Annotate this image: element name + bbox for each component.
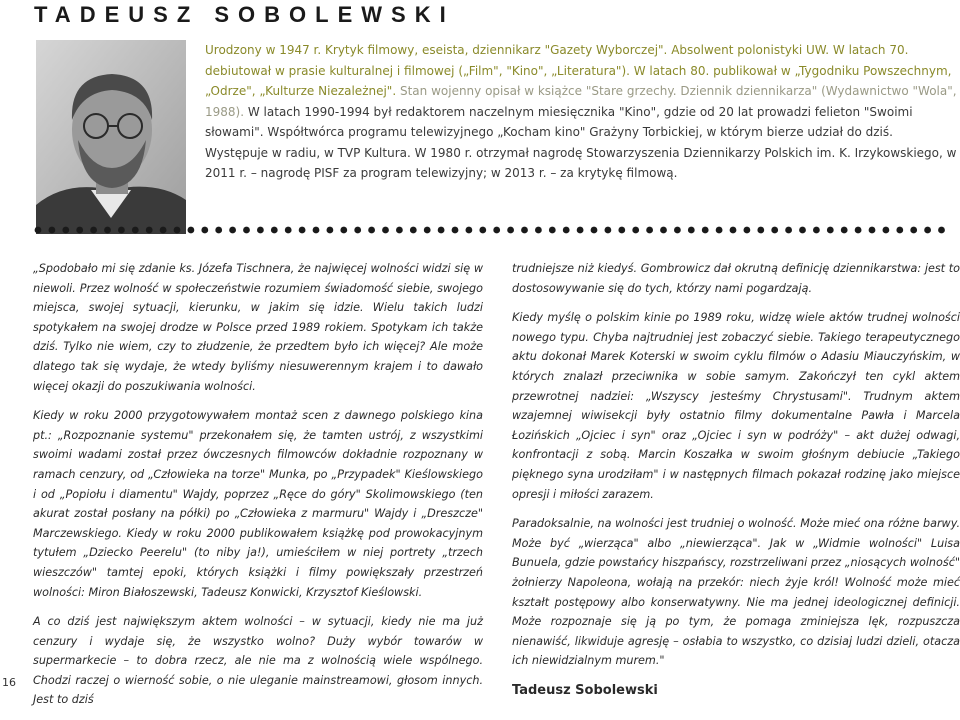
divider-dot (160, 227, 167, 234)
divider-dot (76, 227, 83, 234)
page-number: 16 (2, 676, 16, 689)
divider-dot (924, 227, 931, 234)
divider-dot (869, 227, 876, 234)
divider-dot (271, 227, 278, 234)
divider-dot (605, 227, 612, 234)
divider-dot (744, 227, 751, 234)
divider-dot (716, 227, 723, 234)
divider-dot (438, 227, 445, 234)
divider-dot (883, 227, 890, 234)
divider-dot (799, 227, 806, 234)
divider-dot (549, 227, 556, 234)
divider-dot (757, 227, 764, 234)
divider-dot (910, 227, 917, 234)
divider-dot (618, 227, 625, 234)
divider-dot (507, 227, 514, 234)
divider-dot (118, 227, 125, 234)
divider-dot (257, 227, 264, 234)
divider-dot (104, 227, 111, 234)
divider-dot (452, 227, 459, 234)
article-paragraph: Paradoksalnie, na wolności jest trudniej o wolność. Może mieć ona różne barwy. Może być „wierząca" albo „niewierząca". Jak w „Widmie wolności" Luisa Bunuela, gdzie powstańcy hiszpańscy, rozstrzeliwani przez „niosących wolność" żołnierzy Napoleona, wołają na przekór: niech żyje król! Wolność może mieć kształt postępowy albo konserwatywny. Nie ma jednej ideologicznej definicji. Może rozpoznaje się ją po tym, że pomaga zminiejsza lęk, rozpuszcza nienawiść, likwiduje agresję – osłabia to wszystko, co dzisiaj ludzi dzieli, otacza ich niewidzialnym murem." (512, 517, 960, 668)
divider-dot (688, 227, 695, 234)
page-title: TADEUSZ SOBOLEWSKI (34, 2, 455, 27)
article-column-right (512, 259, 960, 700)
divider-dot (201, 227, 208, 234)
divider-dot (410, 227, 417, 234)
divider-dot (855, 227, 862, 234)
divider-dot (146, 227, 153, 234)
divider-dot (229, 227, 236, 234)
article-paragraph: A co dziś jest największym aktem wolności – w sytuacji, kiedy nie ma już cenzury i wydaje się, że wszystko wolno? Duży wybór towarów w supermarkecie – to dobra rzecz, ale nie ma z wolnością wiele wspólnego. Chodzi raczej o wierność sobie, o nie uleganie mainstreamowi, głosom innych. Jest to dziś (33, 615, 483, 707)
divider-dot (368, 227, 375, 234)
divider-dot (841, 227, 848, 234)
divider-dot (327, 227, 334, 234)
divider-dot (827, 227, 834, 234)
divider-dot (632, 227, 639, 234)
divider-dot (535, 227, 542, 234)
divider-dot (174, 227, 181, 234)
divider-dot (563, 227, 570, 234)
divider-dot (896, 227, 903, 234)
divider-dot (646, 227, 653, 234)
divider-dot (382, 227, 389, 234)
bio-part-3: W latach 1990-1994 był redaktorem naczelnym miesięcznika "Kino", gdzie od 20 lat prowadzi felieton "Swoimi słowami". Współtwórca programu telewizyjnego „Kocham kino" Grażyny Torbickiej, w którym bierze udział do dziś. Występuje w radiu, w TVP Kultura. W 1980 r. otrzymał nagrodę Stowarzyszenia Dziennikarzy Polskich im. K. Irzykowskiego, w 2011 r. – nagrodę PISF za program telewizyjny; w 2013 r. – za krytykę filmową. (205, 104, 957, 180)
article-paragraph: Kiedy w roku 2000 przygotowywałem montaż scen z dawnego polskiego kina pt.: „Rozpoznanie systemu" przekonałem się, że tamten ustrój, z wszystkimi swoimi wadami został przez ówczesnych filmowców dokładnie rozpoznany w ramach cenzury, od „Człowieka na torze" Munka, po „Przypadek" Kieślowskiego i od „Popiołu i diamentu" Wajdy, poprzez „Ręce do góry" Skolimowskiego (ten akurat został posłany na półki) po „Człowieka z marmuru" Wajdy i „Dreszcze" Marczewskiego. Kiedy w roku 2000 publikowałem książkę pod prowokacyjnym tytułem „Dziecko Peerelu" (to niby ja!), umieściłem w niej portrety „trzech wieszczów" tamtej epoki, których książki i filmy powiększały przestrzeń wolności: Miron Białoszewski, Tadeusz Konwicki, Krzysztof Kieślowski. (33, 409, 483, 599)
divider-dot (660, 227, 667, 234)
divider-dot (285, 227, 292, 234)
divider-dot (785, 227, 792, 234)
divider-dot (674, 227, 681, 234)
divider-dot (188, 227, 195, 234)
divider-dot (396, 227, 403, 234)
divider-dot (424, 227, 431, 234)
divider-dot (730, 227, 737, 234)
article-paragraph: trudniejsze niż kiedyś. Gombrowicz dał okrutną definicję dziennikarstwa: jest to dostosowywanie się do tych, którzy nami pogardzają. (512, 262, 960, 295)
divider-dot (299, 227, 306, 234)
divider-dot (132, 227, 139, 234)
divider-dot (354, 227, 361, 234)
divider-dot (577, 227, 584, 234)
divider-dot (243, 227, 250, 234)
divider-dot (521, 227, 528, 234)
divider-dot (49, 227, 56, 234)
divider-dot (938, 227, 945, 234)
divider-dot (62, 227, 69, 234)
divider-dot (493, 227, 500, 234)
article-paragraph: „Spodobało mi się zdanie ks. Józefa Tischnera, że najwięcej wolności widzi się w niewoli. Przez wolność w społeczeństwie rozumiem świadomość siebie, swojego miejsca, swojej sytuacji, kierunku, w jakim się idzie. Wielu takich ludzi spotykałem na swojej drodze w Polsce przed 1989 rokiem. Spotykam ich także dziś. Tylko nie wiem, czy to złudzenie, że przedtem było ich więcej? Ale może dlatego tak się wydaje, że wtedy byliśmy niesuwerennym krajem i to dawało więcej okazji do poszukiwania wolności. (33, 262, 483, 393)
divider-dot (813, 227, 820, 234)
portrait-image (36, 40, 186, 234)
divider-dot (313, 227, 320, 234)
divider-dot (35, 227, 42, 234)
bio-part-1: Urodzony w 1947 r. Krytyk filmowy, eseista, dziennikarz "Gazety Wyborczej". Absolwent polonistyki UW. W latach 70. debiutował w prasie kulturalnej i filmowej („Film", "Kino", „Literatura"). W latach 80. publikował w „Tygodniku Powszechnym, „Odrze", „Kulturze Niezależnej". (205, 43, 952, 98)
article-column-left (33, 259, 483, 720)
author-portrait (36, 40, 186, 234)
divider-dot (90, 227, 97, 234)
article-paragraph: Kiedy myślę o polskim kinie po 1989 roku, widzę wiele aktów trudnej wolności nowego typu. Chyba najtrudniej jest zobaczyć siebie. Takiego terapeutycznego aktu dokonał Marek Koterski w swoim cyklu filmów o Adasiu Miauczyńskim, w których znalazł przeciwnika w sobie samym. Zakończył ten cykl aktem przewrotnej nadziei: „Wszyscy jesteśmy Chrystusami". Trudnym aktem wzajemnej wiwisekcji były ostatnio filmy dokumentalne Pawła i Marcela Łozińskich „Ojciec i syn" oraz „Ojciec i syn w podróży" – akt dużej odwagi, konfrontacji z sobą. Marcin Koszałka w swoim głośnym debiucie „Takiego pięknego syna urodziłam" i w następnych filmach pokazał rodzinę jako miejsce opresji i miłości zarazem. (512, 311, 960, 501)
divider-dot (771, 227, 778, 234)
dotted-divider (34, 226, 952, 234)
bio-part-2: Stan wojenny opisał w książce "Stare grzechy. Dziennik dziennikarza" (Wydawnictwo "Wola", 1988). (205, 84, 957, 119)
divider-dot (702, 227, 709, 234)
divider-dot (215, 227, 222, 234)
article-signature: Tadeusz Sobolewski (512, 682, 658, 698)
author-bio (205, 40, 957, 184)
divider-dot (340, 227, 347, 234)
divider-dot (466, 227, 473, 234)
divider-dot (479, 227, 486, 234)
divider-dot (591, 227, 598, 234)
